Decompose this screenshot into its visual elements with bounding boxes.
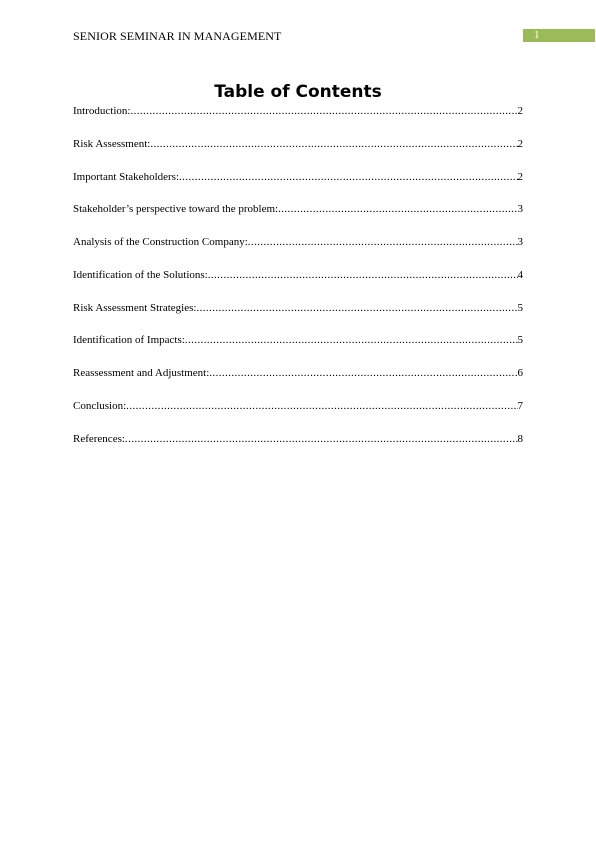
- toc-entry-stakeholder-perspective[interactable]: [73, 202, 523, 235]
- toc-entry-page: 3: [517, 236, 523, 248]
- toc-entry-label: Stakeholder’s perspective toward the problem:: [73, 203, 279, 216]
- toc-entry-identification-of-solutions[interactable]: [73, 268, 523, 301]
- toc-leader-dots: [185, 333, 518, 347]
- table-of-contents: [73, 104, 523, 464]
- toc-title: Table of Contents: [214, 82, 382, 102]
- toc-leader-dots: [278, 202, 517, 216]
- toc-entry-reassessment-and-adjustment[interactable]: [73, 366, 523, 399]
- toc-leader-dots: [209, 366, 517, 380]
- toc-entry-risk-assessment[interactable]: [73, 137, 523, 170]
- toc-entry-label: Risk Assessment Strategies:: [73, 301, 197, 314]
- toc-entry-page: 8: [517, 432, 523, 445]
- toc-entry-introduction[interactable]: [73, 104, 523, 137]
- toc-entry-conclusion[interactable]: [73, 399, 523, 432]
- toc-leader-dots: [208, 268, 518, 282]
- toc-entry-important-stakeholders[interactable]: [73, 170, 523, 203]
- toc-entry-references[interactable]: [73, 432, 523, 465]
- toc-entry-label: Identification of Impacts:: [73, 334, 185, 347]
- toc-entry-page: 2: [517, 137, 523, 150]
- toc-entry-label: Introduction:: [73, 105, 131, 117]
- toc-entry-page: 4: [517, 268, 523, 281]
- toc-leader-dots: [196, 301, 517, 315]
- toc-leader-dots: [125, 432, 518, 446]
- toc-entry-page: 7: [517, 399, 523, 412]
- toc-leader-dots: [179, 170, 517, 184]
- toc-entry-label: Risk Assessment:: [73, 137, 151, 150]
- toc-entry-label: Conclusion:: [73, 399, 127, 412]
- toc-entry-construction-company-analysis[interactable]: [73, 235, 523, 268]
- toc-entry-page: 2: [517, 105, 523, 117]
- toc-leader-dots: [126, 399, 517, 413]
- toc-entry-page: 2: [517, 170, 523, 183]
- page-number-badge: 1: [523, 29, 595, 42]
- toc-entry-label: Reassessment and Adjustment:: [73, 367, 210, 379]
- toc-entry-label: Identification of the Solutions:: [73, 268, 208, 281]
- toc-entry-risk-assessment-strategies[interactable]: [73, 301, 523, 334]
- running-header: SENIOR SEMINAR IN MANAGEMENT: [73, 29, 282, 43]
- toc-entry-identification-of-impacts[interactable]: [73, 333, 523, 366]
- toc-entry-page: 6: [517, 367, 523, 379]
- toc-leader-dots: [248, 235, 518, 249]
- toc-entry-label: References:: [73, 432, 125, 445]
- toc-leader-dots: [130, 104, 517, 118]
- toc-entry-page: 3: [517, 203, 523, 216]
- toc-entry-label: Analysis of the Construction Company:: [73, 236, 248, 248]
- toc-entry-page: 5: [517, 301, 523, 314]
- toc-entry-page: 5: [517, 334, 523, 347]
- toc-entry-label: Important Stakeholders:: [73, 170, 180, 183]
- toc-leader-dots: [150, 137, 517, 151]
